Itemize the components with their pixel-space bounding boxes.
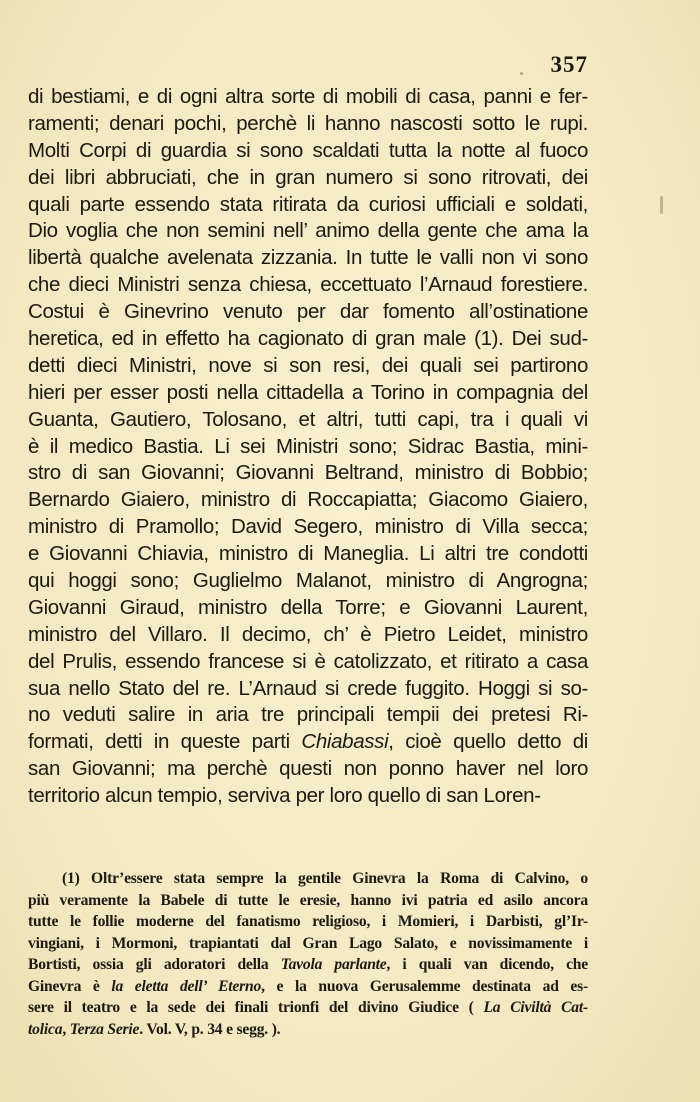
text-line [28,487,588,514]
text-line [28,218,588,245]
text-run: , e la nuova Gerusalemme destinata ad es- [261,977,588,995]
text-run: Bortisti, ossia gli adoratori della [28,956,281,973]
text-line [28,756,588,783]
text-run: Ginevra è [28,977,112,995]
text-line [28,434,588,461]
text-run: no veduti salire in aria tre principali tempii dei pretesi Ri- [28,703,588,727]
footnote-line [28,976,588,998]
text-line [28,353,588,380]
text-line [28,595,588,622]
text-run: Costui è Ginevrino venuto per dar fomento all’ostinatione [28,300,588,324]
text-line [28,165,588,192]
text-line [28,138,588,165]
text-line [28,299,588,326]
text-line [28,460,588,487]
text-line [28,568,588,595]
footnote-line [28,1019,588,1041]
footnote [28,868,588,1040]
text-run: ministro di Pramollo; David Segero, ministro di Villa secca; [28,515,588,539]
text-line [28,380,588,407]
text-line [28,326,588,353]
text-line [28,84,588,111]
text-line [28,272,588,299]
text-run: Bernardo Giaiero, ministro di Roccapiatta; Giacomo Giaiero, [28,488,588,512]
text-run: che dieci Ministri senza chiesa, eccettuato l’Arnaud forestiere. [28,273,588,297]
text-line [28,541,588,568]
italic-text: Terza Serie [69,1020,140,1038]
text-run: tutte le follie moderne del fanatismo religioso, i Momieri, i Darbisti, gl’Ir- [28,913,588,930]
text-run: Giovanni Giraud, ministro della Torre; e Giovanni Laurent, [28,595,588,619]
italic-text: La Civiltà Cat- [483,999,588,1016]
text-line [28,514,588,541]
text-run: sere il teatro e la sede dei finali trionfi del divino Giudice ( [28,999,484,1016]
text-run: Molti Corpi di guardia si sono scaldati tutta la notte al fuoco [28,138,588,162]
italic-text: Chiabassi [301,730,389,754]
text-run: heretica, ed in effetto ha cagionato di gran male (1). Dei sud- [28,327,588,351]
text-run: più veramente la Babele di tutte le eresie, hanno ivi patria ed asilo ancora [28,891,588,909]
text-run: . Vol. V, p. 34 e segg. ). [139,1020,281,1038]
text-run: libertà qualche avelenata zizzania. In tutte le valli non vi sono [28,246,588,270]
text-run: ministro del Villaro. Il decimo, ch’ è Pietro Leidet, ministro [28,622,588,646]
text-line [28,622,588,649]
text-line [28,783,588,810]
text-run: quali parte essendo stata ritirata da curiosi ufficiali e soldati, [28,192,588,216]
footnote-line [28,933,588,955]
text-run: (1) Oltr’essere stata sempre la gentile Ginevra la Roma di Calvino, o [62,870,588,887]
text-run: stro di san Giovanni; Giovanni Beltrand, ministro di Bobbio; [28,461,588,485]
text-run: , cioè quello detto di [388,730,588,754]
text-run: vingiani, i Mormoni, trapiantati dal Gran Lago Salato, e novissimamente i [28,934,588,952]
text-run: formati, detti in queste parti [28,730,302,754]
italic-text: Tavola parlante [280,956,387,973]
text-line [28,649,588,676]
text-run: sua nello Stato del re. L’Arnaud si crede fuggito. Hoggi si so- [28,676,588,700]
text-run: di bestiami, e di ogni altra sorte di mobili di casa, panni e fer- [28,85,588,108]
footnote-line [28,954,588,976]
text-run: dei libri abbruciati, che in gran numero si sono ritrovati, dei [28,165,588,189]
paper-speck [520,72,523,75]
text-run: Guanta, Gautiero, Tolosano, et altri, tutti capi, tra i quali vi [28,407,588,431]
text-run: san Giovanni; ma perchè questi non ponno haver nel loro [28,757,588,781]
footnote-line [28,890,588,912]
text-run: ramenti; denari pochi, perchè li hanno nascosti sotto le rupi. [28,111,588,135]
main-text [28,84,588,810]
page-number: 357 [550,52,588,77]
margin-mark [660,196,663,214]
text-run: territorio alcun tempio, serviva per loro quello di san Loren- [28,784,541,808]
text-line [28,702,588,729]
text-run: è il medico Bastia. Li sei Ministri sono; Sidrac Bastia, mini- [28,434,588,458]
footnote-line [28,868,588,890]
footnote-line [28,911,588,933]
text-run: e Giovanni Chiavia, ministro di Maneglia. Li altri tre condotti [28,542,588,566]
text-run: , i quali van dicendo, che [386,956,588,973]
text-line [28,245,588,272]
footnote-line [28,997,588,1019]
text-line [28,192,588,219]
text-line [28,676,588,703]
text-run: , [62,1020,70,1038]
text-run: del Prulis, essendo francese si è catolizzato, et ritirato a casa [28,649,588,673]
text-run: hieri per esser posti nella cittadella a Torino in compagnia del [28,380,588,404]
text-line [28,111,588,138]
text-run: Dio voglia che non semini nell’ animo della gente che ama la [28,219,588,243]
text-run: detti dieci Ministri, nove si son resi, dei quali sei partirono [28,353,588,377]
text-line [28,407,588,434]
italic-text: tolica [28,1020,63,1038]
text-run: qui hoggi sono; Guglielmo Malanot, ministro di Angrogna; [28,569,588,593]
italic-text: la eletta dell’ Eterno [111,977,262,995]
text-line [28,729,588,756]
